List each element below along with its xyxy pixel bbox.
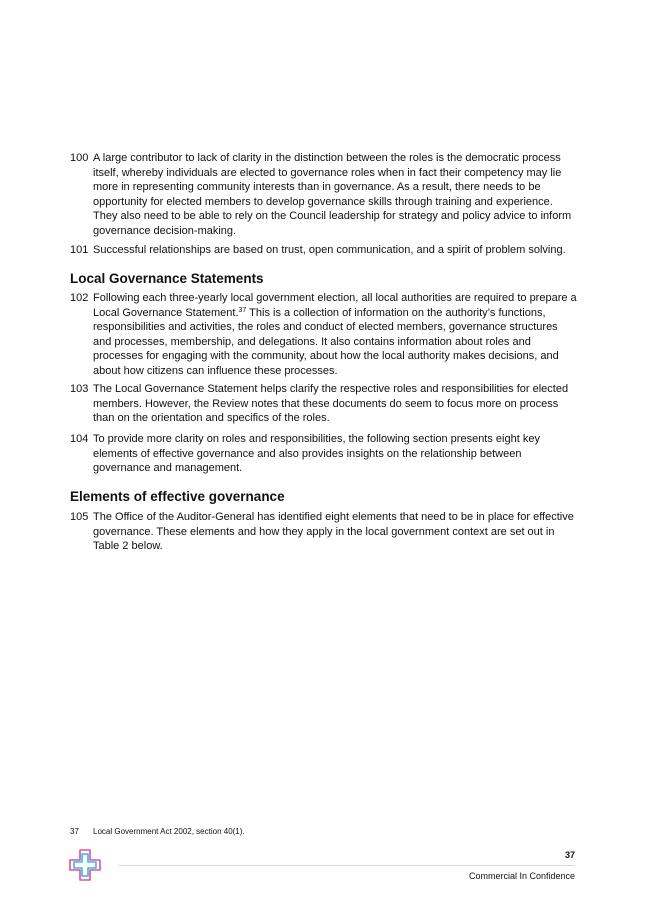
paragraph-number: 103 [70, 383, 89, 395]
heading-elements-of-effective-governance: Elements of effective governance [70, 489, 285, 504]
organisation-logo-icon [68, 848, 102, 882]
footnote-number: 37 [70, 827, 79, 836]
paragraph-text [93, 291, 578, 378]
paragraph-text-part: This is a collection of information on the authority’s functions, responsibilities and activities, the roles and conduct of elected members, governance structures and processes, membership, and delegations. It also contains information about roles and processes for engaging with the community, about how the local authority makes decisions, and about how citizens can influence these processes. [93, 306, 559, 377]
paragraph-105 [70, 510, 578, 554]
heading-local-governance-statements: Local Governance Statements [70, 271, 264, 286]
paragraph-number: 105 [70, 511, 89, 523]
footnote-text: Local Government Act 2002, section 40(1). [93, 827, 245, 836]
paragraph-text: Successful relationships are based on trust, open communication, and a spirit of problem solving. [93, 244, 566, 256]
page-number: 37 [564, 850, 575, 860]
paragraph-101 [70, 243, 578, 258]
footnote-reference[interactable]: 37 [238, 306, 247, 314]
paragraph-text: To provide more clarity on roles and responsibilities, the following section presents eight key elements of effective governance and also provides insights on the relationship between governance and management. [93, 433, 540, 474]
paragraph-text: A large contributor to lack of clarity in the distinction between the roles is the democratic process itself, whereby individuals are elected to governance roles when in fact their competency may lie more in representing community interests than in governance. As a result, there needs to be opportunity for elected members to develop governance skills through training and experience. They also need to be able to rely on the Council leadership for strategy and policy advice to inform governance decision-making. [93, 152, 572, 237]
paragraph-100 [70, 151, 578, 238]
paragraph-text: The Local Governance Statement helps clarify the respective roles and responsibilities for elected members. However, the Review notes that these documents do seem to focus more on process than on the orientation and specifics of the roles. [93, 383, 569, 424]
confidentiality-label: Commercial In Confidence [468, 871, 575, 881]
paragraph-103 [70, 382, 578, 426]
paragraph-text: The Office of the Auditor-General has identified eight elements that need to be in place for effective governance. These elements and how they apply in the local government context are set out in Table 2 below. [93, 511, 574, 552]
paragraph-number: 100 [70, 152, 89, 164]
paragraph-number: 104 [70, 433, 89, 445]
footer-divider [118, 865, 575, 866]
paragraph-text-part: Following each three-yearly local government election, all local authorities are required to prepare a Local Governance Statement. [93, 292, 577, 319]
paragraph-104 [70, 432, 578, 476]
paragraph-number: 101 [70, 244, 89, 256]
paragraph-number: 102 [70, 292, 89, 304]
paragraph-102 [70, 291, 578, 378]
